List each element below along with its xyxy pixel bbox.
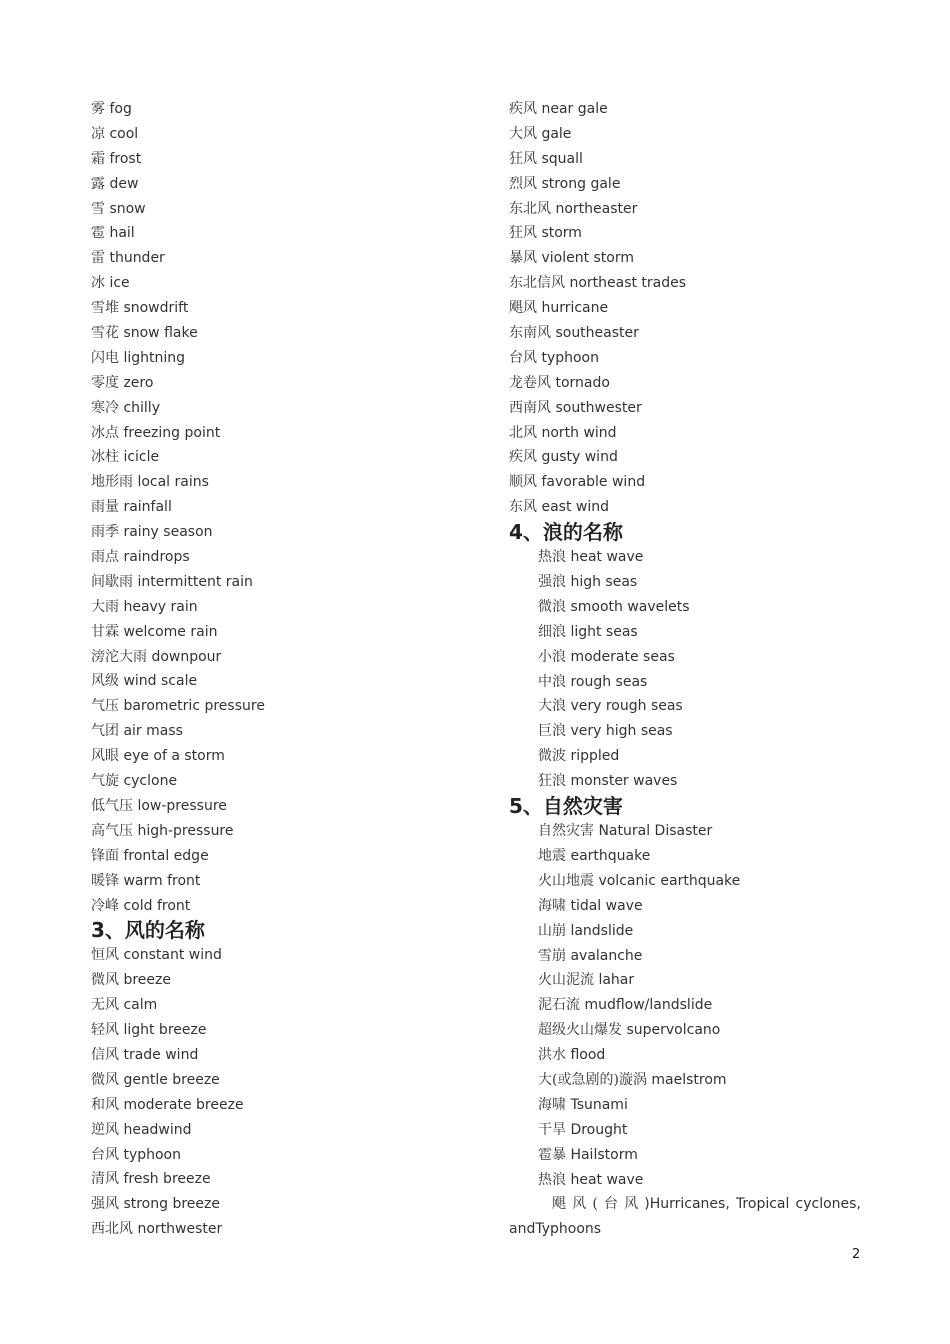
- vocab-english: storm: [541, 225, 582, 242]
- vocab-chinese: 和风: [91, 1096, 119, 1113]
- vocab-chinese: 火山地震: [538, 872, 594, 889]
- vocab-entry: [509, 396, 861, 421]
- vocab-english: northeast trades: [569, 275, 687, 292]
- vocab-entry: [509, 321, 861, 346]
- vocab-english: lahar: [598, 972, 635, 989]
- vocab-english: north wind: [541, 424, 617, 441]
- vocab-chinese: 地震: [538, 847, 566, 864]
- vocab-entry: [91, 1118, 491, 1143]
- vocab-entry: [509, 919, 861, 944]
- vocab-chinese: 微风: [91, 972, 119, 989]
- vocab-entry: [91, 97, 491, 122]
- vocab-english: chilly: [123, 399, 160, 416]
- vocab-entry: [509, 719, 861, 744]
- vocab-entry: [91, 844, 491, 869]
- vocab-chinese: 逆风: [91, 1121, 119, 1138]
- vocab-entry: [91, 545, 491, 570]
- hurricane-entry-line2: andTyphoons: [509, 1221, 602, 1238]
- vocab-english: eye of a storm: [123, 748, 225, 765]
- vocab-english: violent storm: [541, 250, 635, 267]
- vocab-chinese: 零度: [91, 374, 119, 391]
- hurricane-entry-line1: [509, 1192, 861, 1217]
- vocab-english: light seas: [570, 623, 638, 640]
- vocab-entry: [91, 719, 491, 744]
- vocab-english: rough seas: [570, 673, 648, 690]
- vocab-entry: [91, 1043, 491, 1068]
- vocab-english: Tsunami: [570, 1096, 628, 1113]
- section-heading-natural-disasters: 5、自然灾害: [509, 794, 623, 819]
- hurricane-entry-part: (: [592, 1196, 598, 1213]
- vocab-english: northwester: [137, 1221, 223, 1238]
- vocab-english: landslide: [570, 922, 634, 939]
- vocab-chinese: 山崩: [538, 922, 566, 939]
- vocab-chinese: 中浪: [538, 673, 566, 690]
- vocab-entry: [91, 1068, 491, 1093]
- vocab-chinese: 轻风: [91, 1022, 119, 1039]
- vocab-english: dew: [109, 175, 139, 192]
- vocab-english: hail: [109, 225, 135, 242]
- vocab-entry: [509, 1168, 861, 1193]
- vocab-chinese: 龙卷风: [509, 374, 551, 391]
- vocab-english: gentle breeze: [123, 1071, 220, 1088]
- vocab-chinese: 洪水: [538, 1047, 566, 1064]
- vocab-english: raindrops: [123, 549, 190, 566]
- vocab-english: volcanic earthquake: [598, 872, 741, 889]
- vocab-chinese: 微波: [538, 748, 566, 765]
- page-number: 2: [852, 1247, 861, 1262]
- vocab-chinese: 干旱: [538, 1121, 566, 1138]
- vocab-english: near gale: [541, 101, 608, 117]
- vocab-chinese: 雪崩: [538, 947, 566, 964]
- vocab-entry: [91, 894, 491, 919]
- vocab-chinese: 疾风: [509, 449, 537, 466]
- vocab-english: east wind: [541, 499, 609, 516]
- vocab-english: monster waves: [570, 773, 678, 790]
- hurricane-entry-part: 风: [572, 1196, 587, 1213]
- vocab-entry: [509, 1143, 861, 1168]
- vocab-chinese: 无风: [91, 997, 119, 1014]
- vocab-entry: [91, 869, 491, 894]
- vocab-chinese: 风级: [91, 673, 119, 690]
- vocab-entry: [91, 595, 491, 620]
- hurricane-entry-part: )Hurricanes,: [644, 1196, 730, 1213]
- vocab-chinese: 台风: [509, 349, 537, 366]
- vocab-entry: [91, 321, 491, 346]
- section-heading-wind-names: 3、风的名称: [91, 918, 205, 943]
- vocab-english: flood: [570, 1047, 606, 1064]
- vocab-english: northeaster: [555, 200, 638, 217]
- vocab-entry: [509, 122, 861, 147]
- vocab-entry: [91, 744, 491, 769]
- vocab-chinese: 东南风: [509, 325, 551, 342]
- vocab-english: rainy season: [123, 524, 213, 541]
- vocab-entry: [509, 495, 861, 520]
- vocab-english: cold front: [123, 897, 191, 914]
- vocab-entry: [509, 944, 861, 969]
- vocab-english: strong breeze: [123, 1196, 220, 1213]
- vocab-chinese: 台风: [91, 1146, 119, 1163]
- vocab-english: gusty wind: [541, 449, 618, 466]
- vocab-english: favorable wind: [541, 474, 646, 491]
- vocab-entry: [91, 570, 491, 595]
- vocab-english: mudflow/landslide: [584, 997, 713, 1014]
- vocab-chinese: 细浪: [538, 623, 566, 640]
- vocab-english: squall: [541, 150, 583, 167]
- vocab-english: calm: [123, 997, 158, 1014]
- vocab-chinese: 露: [91, 175, 105, 192]
- vocab-chinese: 冰: [91, 275, 105, 292]
- vocab-chinese: 微浪: [538, 598, 566, 615]
- vocab-chinese: 雪: [91, 200, 105, 217]
- left-column: [91, 97, 491, 1242]
- hurricane-entry-part: cyclones,: [795, 1196, 861, 1213]
- vocab-chinese: 海啸: [538, 1096, 566, 1113]
- vocab-english: local rains: [137, 474, 209, 491]
- vocab-entry: [509, 296, 861, 321]
- vocab-chinese: 气旋: [91, 773, 119, 790]
- vocab-english: hurricane: [541, 300, 609, 317]
- vocab-entry: [509, 1043, 861, 1068]
- vocab-entry: [509, 645, 861, 670]
- vocab-entry: [91, 1167, 491, 1192]
- vocab-chinese: 强风: [91, 1196, 119, 1213]
- vocab-entry: [509, 221, 861, 246]
- vocab-english: air mass: [123, 723, 183, 740]
- vocab-entry: [91, 172, 491, 197]
- vocab-chinese: 凉: [91, 125, 105, 142]
- vocab-chinese: 雹暴: [538, 1146, 566, 1163]
- vocab-chinese: 霜: [91, 150, 105, 167]
- vocab-chinese: 雷: [91, 250, 105, 267]
- vocab-entry: [509, 968, 861, 993]
- vocab-english: strong gale: [541, 175, 621, 192]
- vocab-entry: [509, 1068, 861, 1093]
- vocab-entry: [509, 545, 861, 570]
- vocab-entry: [91, 769, 491, 794]
- vocab-english: heavy rain: [123, 598, 198, 615]
- vocab-chinese: 冰点: [91, 424, 119, 441]
- vocab-chinese: 低气压: [91, 797, 133, 814]
- vocab-chinese: 甘霖: [91, 623, 119, 640]
- vocab-english: breeze: [123, 972, 171, 989]
- vocab-english: Natural Disaster: [598, 823, 713, 840]
- vocab-chinese: 风眼: [91, 748, 119, 765]
- vocab-entry: [509, 97, 861, 122]
- vocab-entry: [91, 246, 491, 271]
- vocab-chinese: 冷峰: [91, 897, 119, 914]
- vocab-english: frontal edge: [123, 847, 209, 864]
- vocab-chinese: 东风: [509, 499, 537, 516]
- vocab-english: freezing point: [123, 424, 221, 441]
- section-heading-wave-names: 4、浪的名称: [509, 520, 623, 545]
- vocab-english: intermittent rain: [137, 573, 253, 590]
- vocab-english: southeaster: [555, 325, 639, 342]
- vocab-chinese: 雨季: [91, 524, 119, 541]
- vocab-chinese: 微风: [91, 1071, 119, 1088]
- vocab-entry: [91, 1093, 491, 1118]
- vocab-english: cyclone: [123, 773, 178, 790]
- vocab-entry: [91, 968, 491, 993]
- vocab-english: very high seas: [570, 723, 673, 740]
- vocab-entry: [91, 122, 491, 147]
- vocab-english: typhoon: [123, 1146, 181, 1163]
- vocab-english: fog: [109, 101, 132, 117]
- vocab-entry: [509, 1093, 861, 1118]
- vocab-entry: [91, 819, 491, 844]
- vocab-entry: [91, 221, 491, 246]
- vocab-entry: [509, 421, 861, 446]
- vocab-english: snow flake: [123, 325, 198, 342]
- vocab-english: high-pressure: [137, 822, 234, 839]
- vocab-chinese: 暖锋: [91, 872, 119, 889]
- vocab-english: supervolcano: [626, 1022, 721, 1039]
- vocab-english: gale: [541, 125, 572, 142]
- vocab-chinese: 地形雨: [91, 474, 133, 491]
- vocab-entry: [509, 595, 861, 620]
- vocab-chinese: 泥石流: [538, 997, 580, 1014]
- vocab-chinese: 巨浪: [538, 723, 566, 740]
- vocab-english: Hailstorm: [570, 1146, 638, 1163]
- vocab-english: smooth wavelets: [570, 598, 690, 615]
- vocab-chinese: 大风: [509, 125, 537, 142]
- vocab-english: heat wave: [570, 549, 644, 566]
- vocab-chinese: 狂浪: [538, 773, 566, 790]
- vocab-entry: [91, 1192, 491, 1217]
- right-column: [509, 97, 861, 1242]
- vocab-english: heat wave: [570, 1171, 644, 1188]
- vocab-entry: [509, 620, 861, 645]
- vocab-english: frost: [109, 150, 142, 167]
- disaster-term-list: [509, 819, 861, 1192]
- vocab-chinese: 西北风: [91, 1221, 133, 1238]
- vocab-chinese: 北风: [509, 424, 537, 441]
- vocab-chinese: 超级火山爆发: [538, 1022, 622, 1039]
- vocab-chinese: 雨量: [91, 499, 119, 516]
- vocab-entry: [91, 296, 491, 321]
- vocab-entry: [91, 271, 491, 296]
- vocab-entry: [91, 147, 491, 172]
- hurricane-entry-part: 飓: [552, 1196, 566, 1213]
- vocab-chinese: 闪电: [91, 349, 119, 366]
- vocab-english: cool: [109, 125, 139, 142]
- vocab-english: downpour: [151, 648, 222, 665]
- vocab-english: snow: [109, 200, 146, 217]
- vocab-english: moderate seas: [570, 648, 675, 665]
- vocab-entry: [509, 819, 861, 844]
- vocab-entry: [509, 993, 861, 1018]
- vocab-english: barometric pressure: [123, 698, 265, 715]
- vocab-entry: [509, 470, 861, 495]
- vocab-entry: [91, 669, 491, 694]
- wind-term-list: [91, 943, 491, 1242]
- vocab-chinese: 大(或急剧的)漩涡: [538, 1071, 647, 1088]
- vocab-entry: [91, 421, 491, 446]
- vocab-chinese: 雨点: [91, 549, 119, 566]
- vocab-english: avalanche: [570, 947, 643, 964]
- vocab-entry: [91, 445, 491, 470]
- vocab-entry: [509, 894, 861, 919]
- vocab-english: headwind: [123, 1121, 192, 1138]
- vocab-english: high seas: [570, 574, 638, 591]
- vocab-chinese: 冰柱: [91, 449, 119, 466]
- vocab-entry: [91, 794, 491, 819]
- vocab-entry: [91, 346, 491, 371]
- vocab-english: icicle: [123, 449, 160, 466]
- hurricane-entry-part: Tropical: [735, 1196, 790, 1213]
- vocab-chinese: 热浪: [538, 1171, 566, 1188]
- vocab-entry: [91, 495, 491, 520]
- vocab-entry: [509, 197, 861, 222]
- vocab-entry: [91, 371, 491, 396]
- vocab-english: tornado: [555, 374, 610, 391]
- vocab-entry: [509, 445, 861, 470]
- vocab-chinese: 海啸: [538, 897, 566, 914]
- vocab-entry: [509, 694, 861, 719]
- vocab-english: thunder: [109, 250, 165, 267]
- vocab-chinese: 间歇雨: [91, 573, 133, 590]
- vocab-chinese: 恒风: [91, 947, 119, 964]
- vocab-chinese: 高气压: [91, 822, 133, 839]
- vocab-chinese: 东北信风: [509, 275, 565, 292]
- vocab-english: rainfall: [123, 499, 172, 516]
- vocab-chinese: 滂沱大雨: [91, 648, 147, 665]
- wave-term-list: [509, 545, 861, 794]
- vocab-chinese: 自然灾害: [538, 823, 594, 840]
- vocab-english: ice: [109, 275, 130, 292]
- vocab-entry: [91, 993, 491, 1018]
- vocab-entry: [509, 869, 861, 894]
- hurricane-entry-part: 风: [624, 1196, 639, 1213]
- vocab-entry: [509, 844, 861, 869]
- vocab-entry: [509, 744, 861, 769]
- vocab-chinese: 锋面: [91, 847, 119, 864]
- vocab-chinese: 西南风: [509, 399, 551, 416]
- vocab-english: maelstrom: [651, 1071, 727, 1088]
- vocab-english: tidal wave: [570, 897, 643, 914]
- vocab-chinese: 疾风: [509, 101, 537, 117]
- vocab-chinese: 清风: [91, 1171, 119, 1188]
- vocab-chinese: 气团: [91, 723, 119, 740]
- vocab-english: Drought: [570, 1121, 628, 1138]
- vocab-entry: [509, 769, 861, 794]
- vocab-entry: [509, 246, 861, 271]
- vocab-chinese: 狂风: [509, 225, 537, 242]
- vocab-chinese: 狂风: [509, 150, 537, 167]
- vocab-entry: [91, 1018, 491, 1043]
- vocab-chinese: 暴风: [509, 250, 537, 267]
- vocab-chinese: 信风: [91, 1046, 119, 1063]
- vocab-entry: [509, 147, 861, 172]
- vocab-chinese: 飓风: [509, 300, 537, 317]
- vocab-chinese: 大雨: [91, 598, 119, 615]
- vocab-english: constant wind: [123, 947, 222, 964]
- vocab-entry: [91, 1217, 491, 1242]
- vocab-chinese: 顺风: [509, 474, 537, 491]
- vocab-entry: [509, 172, 861, 197]
- vocab-entry: [91, 620, 491, 645]
- vocab-entry: [91, 1143, 491, 1168]
- vocab-english: typhoon: [541, 349, 599, 366]
- vocab-chinese: 小浪: [538, 648, 566, 665]
- vocab-entry: [509, 1018, 861, 1043]
- vocab-english: moderate breeze: [123, 1096, 244, 1113]
- vocab-entry: [509, 1118, 861, 1143]
- vocab-chinese: 雹: [91, 225, 105, 242]
- vocab-english: lightning: [123, 349, 186, 366]
- vocab-entry: [509, 271, 861, 296]
- vocab-chinese: 雪花: [91, 325, 119, 342]
- vocab-english: warm front: [123, 872, 201, 889]
- vocab-english: light breeze: [123, 1022, 207, 1039]
- vocab-english: zero: [123, 374, 154, 391]
- vocab-entry: [91, 943, 491, 968]
- vocab-chinese: 气压: [91, 698, 119, 715]
- vocab-english: snowdrift: [123, 300, 189, 317]
- vocab-chinese: 寒冷: [91, 399, 119, 416]
- vocab-chinese: 火山泥流: [538, 972, 594, 989]
- vocab-entry: [91, 197, 491, 222]
- vocab-entry: [91, 645, 491, 670]
- vocab-chinese: 雪堆: [91, 300, 119, 317]
- vocab-chinese: 强浪: [538, 574, 566, 591]
- vocab-chinese: 东北风: [509, 200, 551, 217]
- hurricane-entry-part: 台: [603, 1196, 618, 1213]
- vocab-entry: [91, 396, 491, 421]
- vocab-english: fresh breeze: [123, 1171, 211, 1188]
- vocab-english: trade wind: [123, 1046, 199, 1063]
- vocab-english: very rough seas: [570, 698, 683, 715]
- weather-term-list: [91, 97, 491, 918]
- vocab-entry: [509, 670, 861, 695]
- vocab-chinese: 烈风: [509, 175, 537, 192]
- wind-term-list-continued: [509, 97, 861, 520]
- vocab-english: welcome rain: [123, 623, 218, 640]
- vocab-english: earthquake: [570, 847, 651, 864]
- vocab-english: low-pressure: [137, 797, 227, 814]
- vocab-entry: [509, 371, 861, 396]
- vocab-english: wind scale: [123, 673, 198, 690]
- vocab-entry: [91, 694, 491, 719]
- vocab-entry: [509, 570, 861, 595]
- vocab-english: southwester: [555, 399, 642, 416]
- vocab-entry: [509, 346, 861, 371]
- vocab-english: rippled: [570, 748, 620, 765]
- vocab-chinese: 大浪: [538, 698, 566, 715]
- vocab-chinese: 雾: [91, 101, 105, 117]
- vocab-entry: [91, 520, 491, 545]
- vocab-entry: [91, 470, 491, 495]
- vocab-chinese: 热浪: [538, 549, 566, 566]
